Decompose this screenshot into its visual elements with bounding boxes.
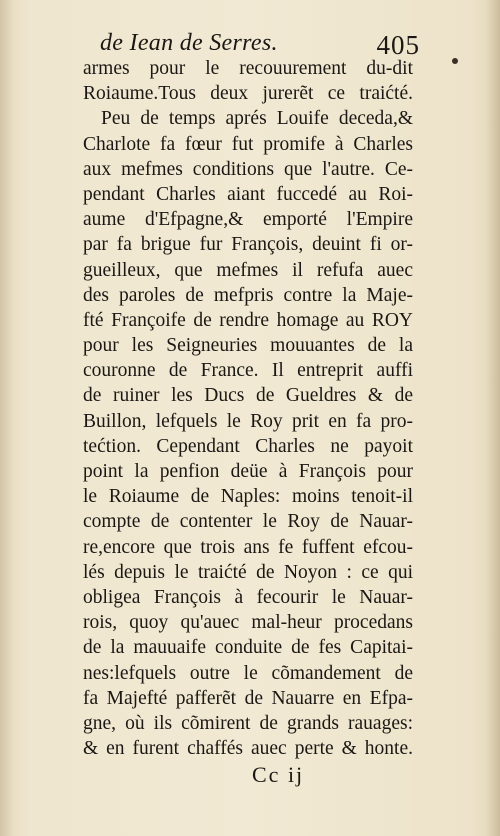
text-line: couronne de France. Il entreprit auffi: [83, 360, 413, 382]
text-line: Buillon, lefquels le Roy prit en fa pro-: [83, 410, 413, 432]
text-line: gne, où ils cõmirent de grands rauages:: [83, 712, 413, 734]
text-line: tećtion. Cependant Charles ne payoit: [83, 435, 413, 457]
text-line: par fa brigue fur François, deuint fi or-: [83, 234, 413, 256]
ink-speck: [452, 58, 458, 64]
text-line: le Roiaume de Naples: moins tenoit-il: [83, 486, 413, 508]
text-line: gueilleux, que mefmes il refufa auec: [83, 259, 413, 281]
text-line: des paroles de mefpris contre la Maje-: [83, 284, 413, 306]
text-line: fté Françoife de rendre homage au ROY: [83, 309, 413, 331]
text-line: aux mefmes conditions que l'autre. Ce-: [83, 158, 413, 180]
text-line: & en furent chaffés auec perte & honte.: [83, 738, 413, 760]
running-head: de Iean de Serres.: [100, 30, 278, 56]
text-line: pendant Charles aiant fuccedé au Roi-: [83, 183, 413, 205]
text-line: fa Majefté pafferẽt de Nauarre en Efpa-: [83, 687, 413, 709]
page-number: 405: [376, 30, 420, 60]
text-line: de ruiner les Ducs de Gueldres & de: [83, 385, 413, 407]
body-text: [83, 56, 413, 761]
text-line: pour les Seigneuries mouuantes de la: [83, 335, 413, 357]
text-line: Roiaume.Tous deux jurerẽt ce traićté.: [83, 83, 413, 105]
text-line: re,encore que trois ans fe fuffent efcou-: [83, 536, 413, 558]
text-line: de la mauuaife conduite de fes Capitai-: [83, 637, 413, 659]
text-line: compte de contenter le Roy de Nauar-: [83, 511, 413, 533]
text-line: armes pour le recouurement du-dit: [83, 58, 413, 79]
text-line: Peu de temps aprés Louife deceda,&: [101, 108, 413, 130]
text-line: aume d'Efpagne,& emporté l'Empire: [83, 209, 413, 231]
text-line: nes:lefquels outre le cõmandement de: [83, 662, 413, 684]
text-line: point la penfion deüe à François pour: [83, 461, 413, 482]
right-page-edge: [486, 0, 500, 836]
text-line: Charlote fa fœur fut promife à Charles: [83, 133, 413, 155]
text-line: lés depuis le traićté de Noyon : ce qui: [83, 561, 413, 583]
signature-mark: Cc ij: [252, 762, 305, 787]
left-page-edge: [0, 0, 14, 836]
text-line: rois, quoy qu'auec mal-heur procedans: [83, 612, 413, 634]
text-line: obligea François à fecourir le Nauar-: [83, 586, 413, 608]
